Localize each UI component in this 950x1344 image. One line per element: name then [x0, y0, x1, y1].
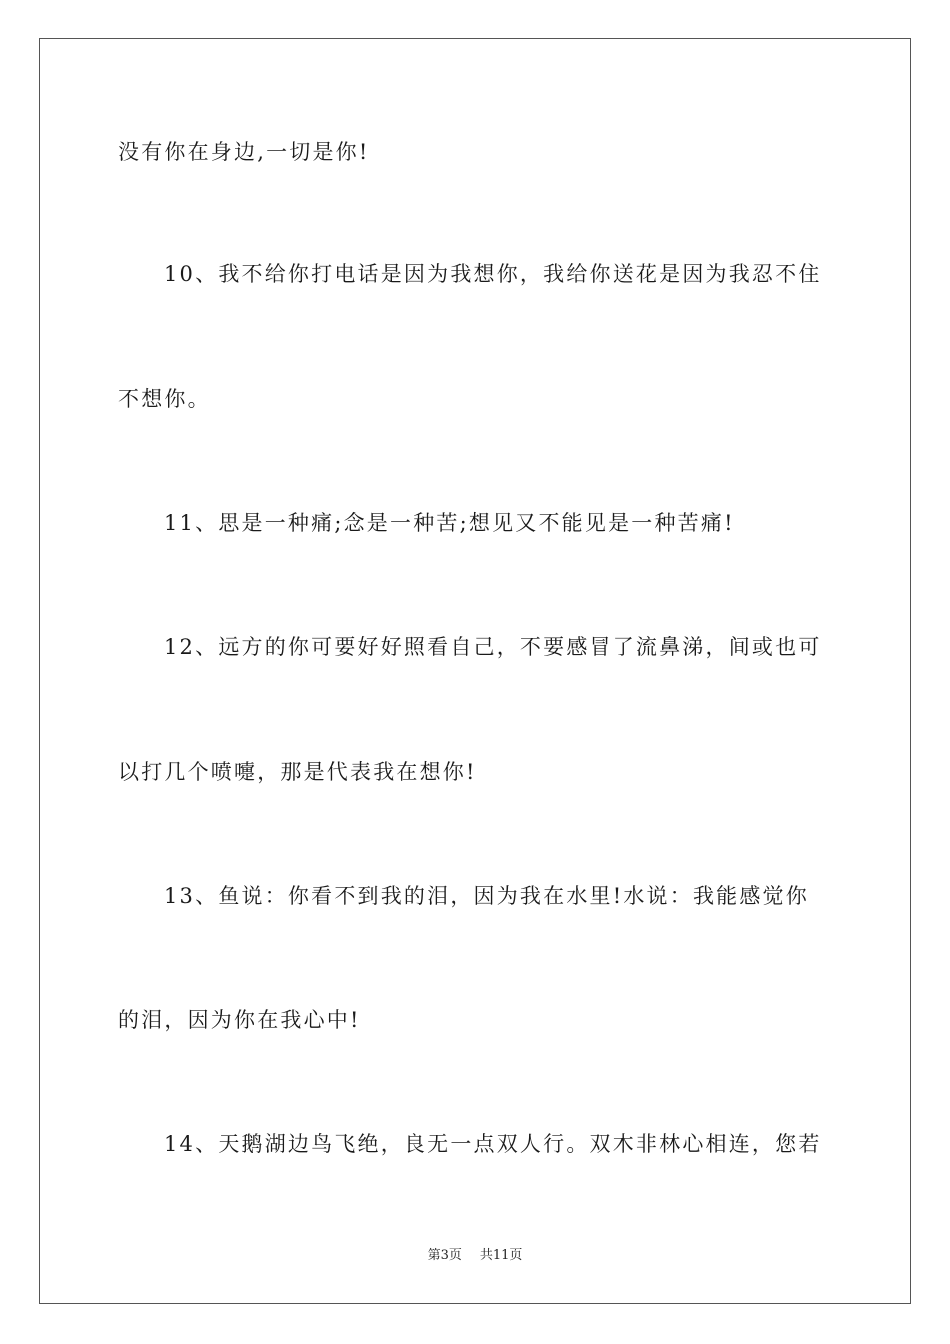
text-line: 12、远方的你可要好好照看自己，不要感冒了流鼻涕，间或也可 — [164, 635, 822, 659]
page-total: 共11页 — [479, 1248, 523, 1263]
text-line: 13、鱼说：你看不到我的泪，因为我在水里!水说：我能感觉你 — [164, 884, 809, 908]
text-line: 14、天鹅湖边鸟飞绝，良无一点双人行。双木非林心相连，您若 — [164, 1132, 822, 1156]
text-line: 10、我不给你打电话是因为我想你，我给你送花是因为我忍不住 — [164, 262, 822, 286]
text-line: 不想你。 — [118, 387, 211, 411]
text-line: 的泪，因为你在我心中! — [118, 1008, 361, 1032]
text-line: 以打几个喷嚏，那是代表我在想你! — [118, 760, 477, 784]
text-line: 11、思是一种痛;念是一种苦;想见又不能见是一种苦痛! — [164, 511, 735, 535]
page-footer — [0, 1247, 950, 1265]
page-frame — [39, 38, 911, 1304]
text-line: 没有你在身边,一切是你! — [118, 140, 370, 164]
page-number: 第3页 — [427, 1248, 462, 1263]
